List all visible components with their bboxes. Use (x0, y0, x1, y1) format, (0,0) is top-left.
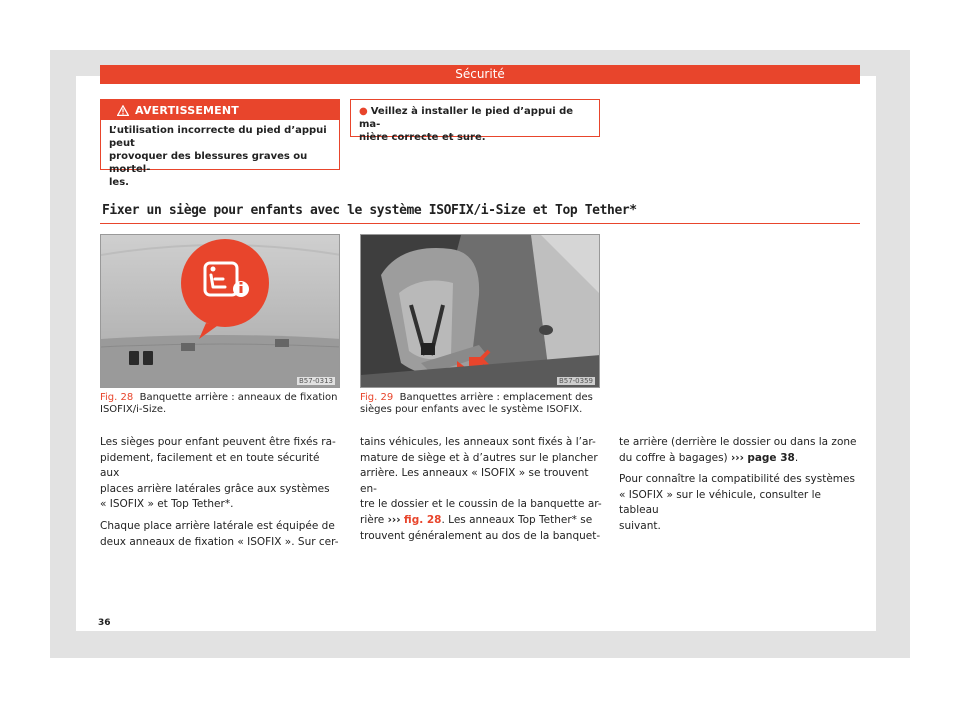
section-title: Fixer un siège pour enfants avec le système ISOFIX/i-Size et Top Tether* (102, 203, 637, 218)
note-box (350, 99, 600, 143)
text-segment: du coffre à bagages) (619, 451, 728, 464)
paragraph (360, 435, 602, 544)
text-line: suivant. (619, 519, 661, 532)
reference-arrows: ››› (387, 513, 401, 526)
warning-title: AVERTISSEMENT (135, 103, 240, 117)
figure-label: Fig. 28 (100, 392, 134, 403)
page-reference-link[interactable]: page 38 (747, 451, 795, 464)
text-segment: . Les anneaux Top Tether* se (441, 513, 593, 526)
body-column-2 (360, 435, 602, 550)
paragraph (100, 435, 342, 513)
text-line: tains véhicules, les anneaux sont fixés à l’ar- (360, 436, 596, 448)
text-line: te arrière (derrière le dossier ou dans la zone (619, 436, 857, 448)
text-line: mature de siège et à d’autres sur le plancher (360, 451, 598, 464)
chapter-header (100, 65, 860, 84)
figure-label: Fig. 29 (360, 392, 394, 403)
caption-line (360, 392, 600, 404)
caption-text: Banquettes arrière : emplacement des (399, 392, 593, 403)
reference-arrows: ››› (730, 451, 744, 464)
body-column-1 (100, 435, 342, 556)
text-segment: . (794, 451, 799, 464)
note-line (359, 105, 591, 131)
text-line: Chaque place arrière latérale est équipée de (100, 519, 335, 532)
warning-triangle-icon (117, 105, 129, 116)
warning-box (100, 99, 340, 188)
text-line: « ISOFIX » et Top Tether*. (100, 498, 234, 511)
note-line: nière correcte et sure. (359, 132, 486, 143)
warning-header (101, 100, 339, 120)
note-text: Veillez à installer le pied d’appui de ma- (359, 106, 574, 130)
figure-28-image (100, 234, 340, 388)
figure-code: B57-0313 (298, 377, 333, 385)
warning-text (101, 120, 339, 189)
section-divider (100, 223, 860, 224)
chapter-title: Sécurité (455, 67, 505, 81)
text-line: pidement, facilement et en toute sécurité aux (100, 451, 320, 480)
text-line: « ISOFIX » sur le véhicule, consulter le tableau (619, 488, 821, 517)
figure-28-caption (100, 392, 340, 416)
page-number: 36 (98, 618, 111, 628)
text-line: tre le dossier et le coussin de la banquette ar- (360, 498, 602, 511)
text-line: Pour connaître la compatibilité des systèmes (619, 473, 855, 486)
caption-line: sièges pour enfants avec le système ISOFIX. (360, 404, 583, 415)
text-line: arrière. Les anneaux « ISOFIX » se trouvent en- (360, 467, 589, 495)
text-line: Les sièges pour enfant peuvent être fixés ra- (100, 436, 336, 448)
paragraph (619, 435, 861, 466)
bullet-icon: ● (359, 106, 368, 117)
text-line: places arrière latérales grâce aux systèmes (100, 482, 330, 495)
paragraph (100, 519, 342, 550)
figure-29-caption (360, 392, 600, 416)
body-column-3 (619, 435, 861, 541)
text-segment: rière (360, 513, 385, 526)
text-line: deux anneaux de fixation « ISOFIX ». Sur cer- (100, 535, 339, 548)
figure-29-image (360, 234, 600, 388)
caption-line: ISOFIX/i-Size. (100, 404, 167, 415)
figure-reference-link[interactable]: fig. 28 (403, 513, 442, 526)
figure-code: B57-0359 (558, 377, 593, 385)
warning-line: L’utilisation incorrecte du pied d’appui peut (109, 125, 327, 149)
text-line: trouvent généralement au dos de la banquet- (360, 529, 601, 542)
warning-line: les. (109, 177, 129, 188)
caption-line (100, 392, 340, 404)
paragraph (619, 472, 861, 534)
caption-text: Banquette arrière : anneaux de fixation (139, 392, 338, 403)
warning-line: provoquer des blessures graves ou mortel- (109, 151, 308, 175)
